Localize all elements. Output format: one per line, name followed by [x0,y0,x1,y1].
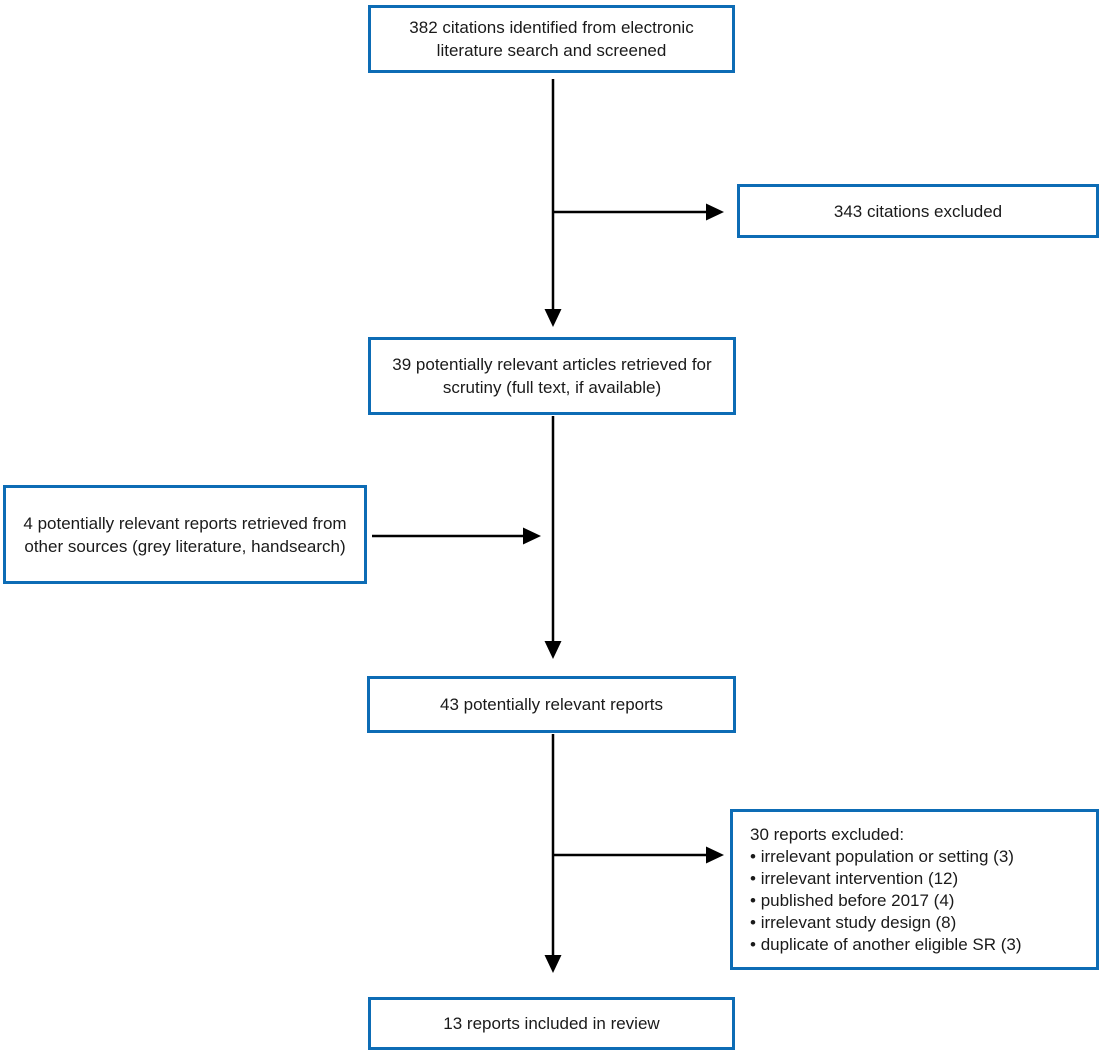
arrow-to-citations-excluded [553,204,724,221]
reports-excluded-item: • duplicate of another eligible SR (3) [750,934,1088,956]
arrow-to-reports-excluded [553,847,724,864]
box-citations-identified-text: 382 citations identified from electronic literature search and screened [409,18,694,60]
reports-excluded-item: • irrelevant population or setting (3) [750,846,1088,868]
box-citations-excluded-text: 343 citations excluded [833,201,1003,221]
box-potentially-relevant [367,676,736,733]
box-citations-excluded [737,184,1099,238]
reports-excluded-title: 30 reports excluded: [750,825,905,844]
reports-excluded-list [750,846,1088,956]
arrow-identified-to-retrieved [545,79,562,327]
reports-excluded-item: • irrelevant study design (8) [750,912,1088,934]
arrow-other-sources-join [372,528,541,545]
box-other-sources [3,485,367,584]
arrow-retrieved-to-relevant [545,416,562,659]
box-articles-retrieved [368,337,736,415]
arrow-relevant-to-included [545,734,562,973]
reports-excluded-item: • published before 2017 (4) [750,890,1088,912]
reports-excluded-item: • irrelevant intervention (12) [750,868,1088,890]
box-other-sources-text: 4 potentially relevant reports retrieved from other sources (grey literature, handsearch) [23,513,347,556]
box-citations-identified [368,5,735,73]
box-reports-excluded [730,809,1099,970]
box-articles-retrieved-text: 39 potentially relevant articles retrieved for scrutiny (full text, if available) [392,355,712,397]
box-included-in-review-text: 13 reports included in review [443,1014,660,1033]
box-potentially-relevant-text: 43 potentially relevant reports [439,695,664,714]
box-included-in-review [368,997,735,1050]
